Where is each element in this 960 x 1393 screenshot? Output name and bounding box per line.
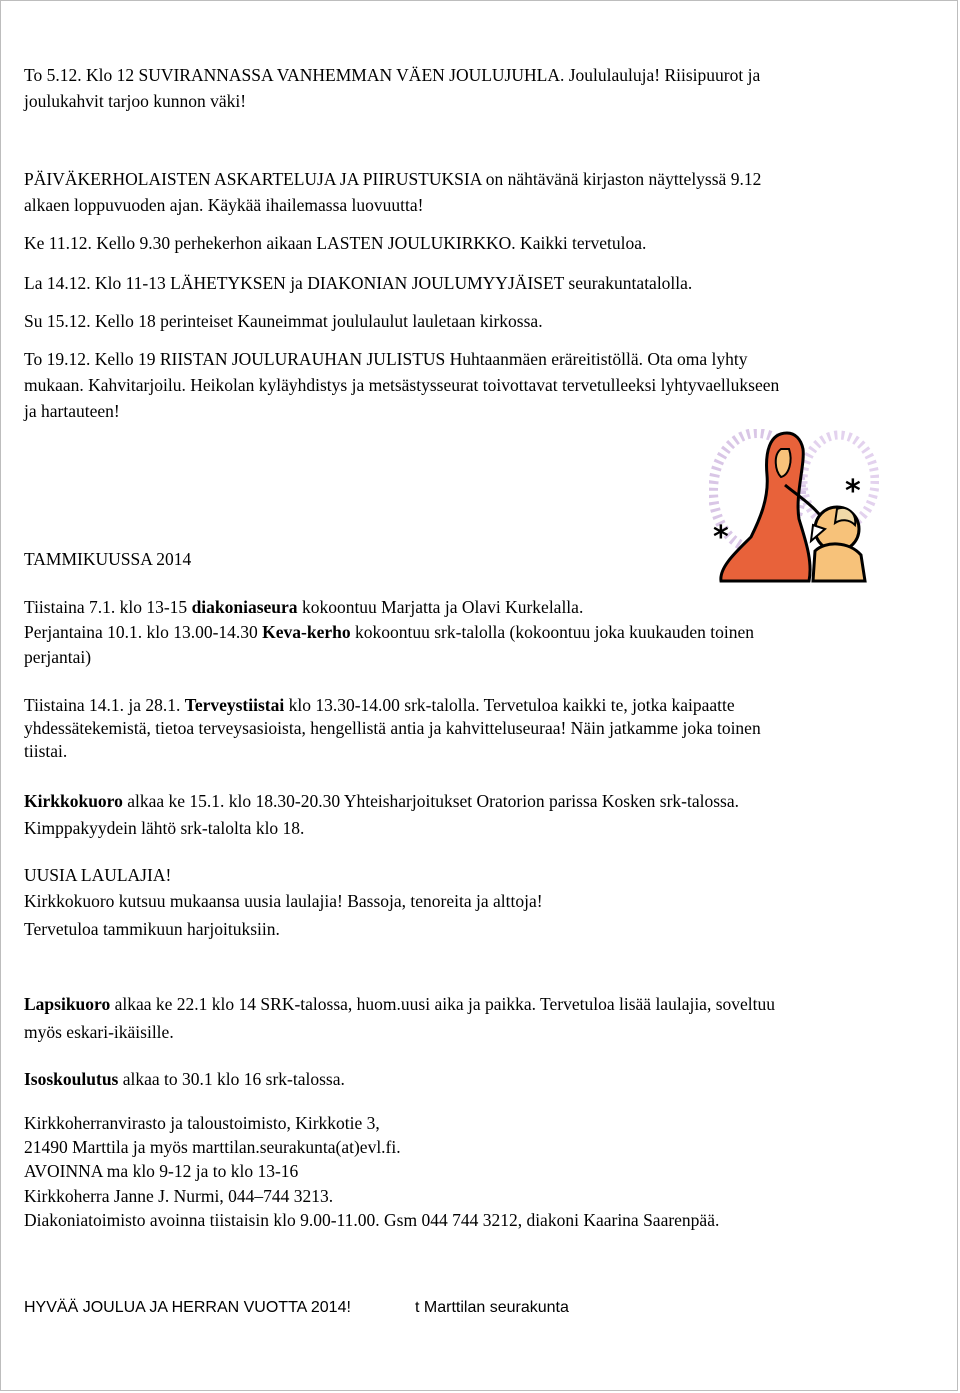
footer-greeting: HYVÄÄ JOULUA JA HERRAN VUOTTA 2014!: [24, 1299, 351, 1316]
contact-line: 21490 Marttila ja myös marttilan.seurakunta(at)evl.fi.: [24, 1137, 401, 1157]
section-heading: UUSIA LAULAJIA!: [24, 865, 172, 885]
event-line: Ke 11.12. Kello 9.30 perhekerhon aikaan LASTEN JOULUKIRKKO. Kaikki tervetuloa.: [24, 233, 647, 253]
event-line: Lapsikuoro alkaa ke 22.1 klo 14 SRK-talossa, huom.uusi aika ja paikka. Tervetuloa lisää laulajia, soveltuu: [24, 994, 776, 1014]
child-body: [813, 544, 865, 581]
footer-signature: t Marttilan seurakunta: [415, 1299, 569, 1316]
contact-line: Kirkkoherranvirasto ja taloustoimisto, Kirkkotie 3,: [24, 1113, 380, 1133]
event-line: To 5.12. Klo 12 SUVIRANNASSA VANHEMMAN VÄEN JOULUJUHLA. Joululauluja! Riisipuurot ja: [24, 65, 761, 85]
contact-line: Kirkkoherra Janne J. Nurmi, 044–744 3213.: [24, 1186, 334, 1206]
event-line: Perjantaina 10.1. klo 13.00-14.30 Keva-kerho kokoontuu srk-talolla (kokoontuu joka kuukauden toinen: [24, 622, 755, 642]
event-line: Isoskoulutus alkaa to 30.1 klo 16 srk-talossa.: [24, 1069, 345, 1089]
event-line: perjantai): [24, 647, 92, 667]
event-line: PÄIVÄKERHOLAISTEN ASKARTELUJA JA PIIRUSTUKSIA on nähtävänä kirjaston näyttelyssä 9.12: [24, 169, 762, 189]
event-line: To 19.12. Kello 19 RIISTAN JOULURAUHAN JULISTUS Huhtaanmäen eräreitistöllä. Ota oma lyhty: [24, 349, 748, 369]
event-line: Su 15.12. Kello 18 perinteiset Kauneimmat joululaulut lauletaan kirkossa.: [24, 311, 543, 331]
event-line: tiistai.: [24, 741, 68, 761]
event-line: Tiistaina 7.1. klo 13-15 diakoniaseura kokoontuu Marjatta ja Olavi Kurkelalla.: [24, 597, 584, 617]
event-line: Kirkkokuoro kutsuu mukaansa uusia laulajia! Bassoja, tenoreita ja alttoja!: [24, 891, 543, 911]
event-line: La 14.12. Klo 11-13 LÄHETYKSEN ja DIAKONIAN JOULUMYYJÄISET seurakuntatalolla.: [24, 273, 693, 293]
event-line: Tervetuloa tammikuun harjoituksiin.: [24, 919, 280, 939]
star-icon: *: [713, 520, 729, 555]
event-line: Kimppakyydein lähtö srk-talolta klo 18.: [24, 818, 305, 838]
star-icon: *: [845, 474, 861, 509]
contact-line: Diakoniatoimisto avoinna tiistaisin klo 9.00-11.00. Gsm 044 744 3212, diakoni Kaarina Saarenpää.: [24, 1210, 720, 1230]
contact-line: AVOINNA ma klo 9-12 ja to klo 13-16: [24, 1161, 299, 1181]
event-line: mukaan. Kahvitarjoilu. Heikolan kyläyhdistys ja metsästysseurat toivottavat tervetulleeksi lyhtyvaellukseen: [24, 375, 780, 395]
event-line: myös eskari-ikäisille.: [24, 1022, 174, 1042]
event-line: ja hartauteen!: [24, 401, 120, 421]
event-line: alkaen loppuvuoden ajan. Käykää ihailemassa luovuutta!: [24, 195, 424, 215]
event-line: yhdessätekemistä, tietoa terveysasioista, hengellistä antia ja kahvitteluseuraa! Näin jatkamme joka toinen: [24, 718, 761, 738]
event-line: Kirkkokuoro alkaa ke 15.1. klo 18.30-20.30 Yhteisharjoitukset Oratorion parissa Kosken srk-talossa.: [24, 791, 739, 811]
section-heading: TAMMIKUUSSA 2014: [24, 549, 192, 569]
mother-child-illustration: [709, 429, 879, 585]
event-line: Tiistaina 14.1. ja 28.1. Terveystiistai klo 13.30-14.00 srk-talolla. Tervetuloa kaikki te, jotka kaipaatte: [24, 695, 735, 715]
robe: [721, 433, 810, 581]
event-line: joulukahvit tarjoo kunnon väki!: [24, 91, 247, 111]
